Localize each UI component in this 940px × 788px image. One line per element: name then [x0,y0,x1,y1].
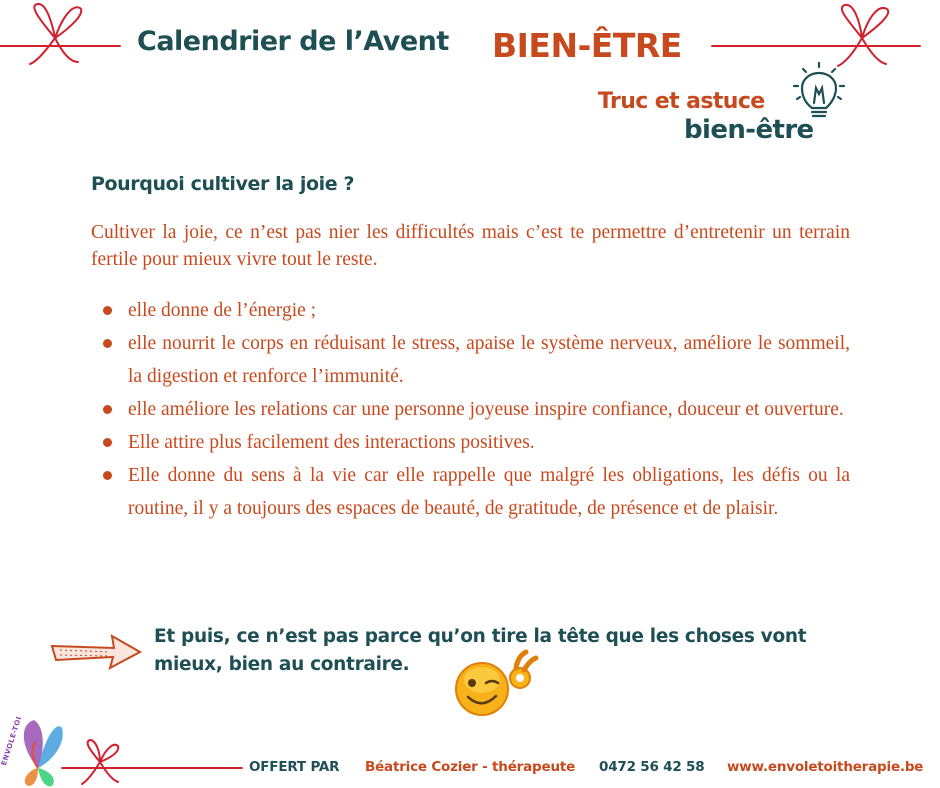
list-item [91,426,850,459]
footer-website-link[interactable]: www.envoletoitherapie.be [727,759,924,775]
list-item-text: elle donne de l’énergie ; [128,300,317,321]
tip-label-line2: bien-être [684,115,814,145]
section-heading: Pourquoi cultiver la joie ? [91,173,355,195]
list-item [91,393,850,426]
benefits-list [91,294,850,525]
intro-paragraph: Cultiver la joie, ce n’est pas nier les difficultés mais c’est te permettre d’entretenir un terrain fertile pour mieux vivre tout le reste. [91,222,850,270]
list-item-text: elle nourrit le corps en réduisant le stress, apaise le système nerveux, améliore le sommeil, la digestion et renforce l’immunité. [128,333,850,387]
bullet-icon [103,405,112,414]
tip-label-line1: Truc et astuce [598,89,765,114]
page-title: Calendrier de l’Avent [137,26,449,57]
list-item-text: Elle donne du sens à la vie car elle rappelle que malgré les obligations, les défis ou la routine, il y a toujours des espaces de beauté, de gratitude, de présence et de plaisir. [128,465,850,519]
footer-phone: 0472 56 42 58 [599,759,705,775]
closing-statement: Et puis, ce n’est pas parce qu’on tire la tête que les choses vont mieux, bien au contraire. [154,626,807,675]
bullet-icon [103,438,112,447]
bullet-icon [103,471,112,480]
list-item [91,459,850,525]
lightbulb-icon [794,63,844,116]
footer-author: Béatrice Cozier - thérapeute [365,759,576,775]
list-item [91,327,850,393]
bullet-icon [103,339,112,348]
bow-icon-bottom [62,740,242,784]
logo-text: ENVOLE-TOI [0,715,24,767]
list-item [91,294,850,327]
arrow-icon [52,636,140,668]
list-item-text: elle améliore les relations car une personne joyeuse inspire confiance, douceur et ouverture. [128,399,844,420]
bow-icon-top-left [0,4,120,64]
list-item-text: Elle attire plus facilement des interactions positives. [128,432,535,453]
bullet-icon [103,306,112,315]
bow-icon-top-right [712,5,920,66]
butterfly-logo [24,720,63,786]
page-title-accent: BIEN-ÊTRE [492,26,682,65]
footer-offered-by: OFFERT PAR [249,759,340,775]
